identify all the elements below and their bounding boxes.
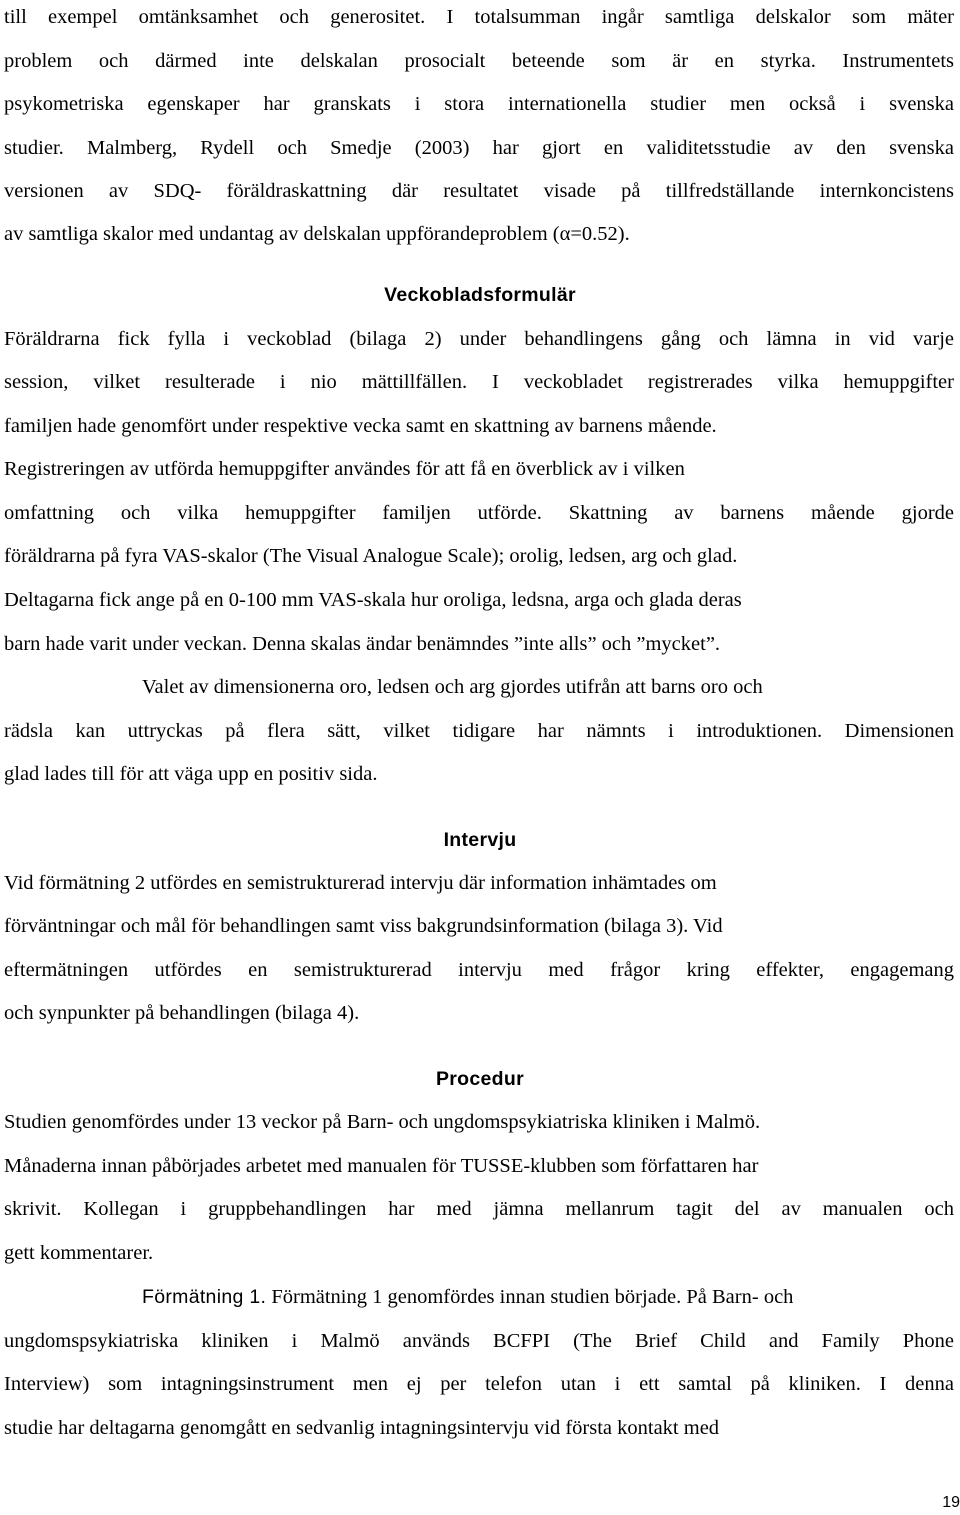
text-line: familjen hade genomfört under respektive vecka samt en skattning av barnens mående.	[4, 415, 717, 437]
text-line: Deltagarna fick ange på en 0-100 mm VAS-skala hur oroliga, ledsna, arga och glada deras	[4, 589, 742, 611]
text-line: glad lades till för att väga upp en positiv sida.	[4, 763, 378, 785]
text-line: psykometriska egenskaper har granskats i stora internationella studier men också i svenska	[4, 93, 954, 115]
text-line: Föräldrarna fick fylla i veckoblad (bilaga 2) under behandlingens gång och lämna in vid varje	[4, 328, 954, 350]
section-heading-intervju: Intervju	[443, 829, 517, 851]
text-line: gett kommentarer.	[4, 1242, 154, 1264]
text-line: barn hade varit under veckan. Denna skalas ändar benämndes ”inte alls” och ”mycket”.	[4, 633, 721, 655]
text-line: Registreringen av utförda hemuppgifter användes för att få en överblick av i vilken	[4, 458, 685, 480]
subsection-heading-formatning: Förmätning 1.	[142, 1286, 267, 1308]
text-line: skrivit. Kollegan i gruppbehandlingen har med jämna mellanrum tagit del av manualen och	[4, 1198, 954, 1220]
text-line: Studien genomfördes under 13 veckor på Barn- och ungdomspsykiatriska kliniken i Malmö.	[4, 1111, 761, 1133]
text-line: versionen av SDQ- föräldraskattning där resultatet visade på tillfredställande internkoncistens	[4, 180, 954, 202]
text-line: ungdomspsykiatriska kliniken i Malmö används BCFPI (The Brief Child and Family Phone	[4, 1330, 954, 1352]
text-line: studie har deltagarna genomgått en sedvanlig intagningsintervju vid första kontakt med	[4, 1417, 720, 1439]
section-heading-veckoblad: Veckobladsformulär	[384, 284, 576, 306]
text-line: föräldrarna på fyra VAS-skalor (The Visual Analogue Scale); orolig, ledsen, arg och glad.	[4, 545, 738, 567]
text-line: till exempel omtänksamhet och generositet. I totalsumman ingår samtliga delskalor som mäter	[4, 6, 954, 28]
text-line: Månaderna innan påbörjades arbetet med manualen för TUSSE-klubben som författaren har	[4, 1155, 759, 1177]
text-line: förväntningar och mål för behandlingen samt viss bakgrundsinformation (bilaga 3). Vid	[4, 915, 723, 937]
section-heading-procedur: Procedur	[435, 1068, 524, 1090]
text-line: Interview) som intagningsinstrument men ej per telefon utan i ett samtal på kliniken. I denna	[4, 1373, 954, 1395]
text-line: session, vilket resulterade i nio mättillfällen. I veckobladet registrerades vilka hemuppgifter	[4, 371, 954, 393]
page-number: 19	[942, 1494, 960, 1511]
text-line: Valet av dimensionerna oro, ledsen och arg gjordes utifrån att barns oro och	[142, 676, 763, 698]
text-line: av samtliga skalor med undantag av delskalan uppförandeproblem (α=0.52).	[4, 223, 630, 245]
text-line: eftermätningen utfördes en semistrukturerad intervju med frågor kring effekter, engagemang	[4, 959, 954, 981]
text-line: Vid förmätning 2 utfördes en semistrukturerad intervju där information inhämtades om	[4, 872, 717, 894]
text-line	[142, 1285, 793, 1309]
text-line: omfattning och vilka hemuppgifter familjen utförde. Skattning av barnens mående gjorde	[4, 502, 954, 524]
text-line: rädsla kan uttryckas på flera sätt, vilket tidigare har nämnts i introduktionen. Dimensionen	[4, 720, 954, 742]
text-line: problem och därmed inte delskalan prosocialt beteende som är en styrka. Instrumentets	[4, 50, 954, 72]
text-line: studier. Malmberg, Rydell och Smedje (2003) har gjort en validitetsstudie av den svenska	[4, 137, 954, 159]
subsection-text: Förmätning 1 genomfördes innan studien började. På Barn- och	[271, 1286, 794, 1308]
text-line: och synpunkter på behandlingen (bilaga 4).	[4, 1002, 360, 1024]
